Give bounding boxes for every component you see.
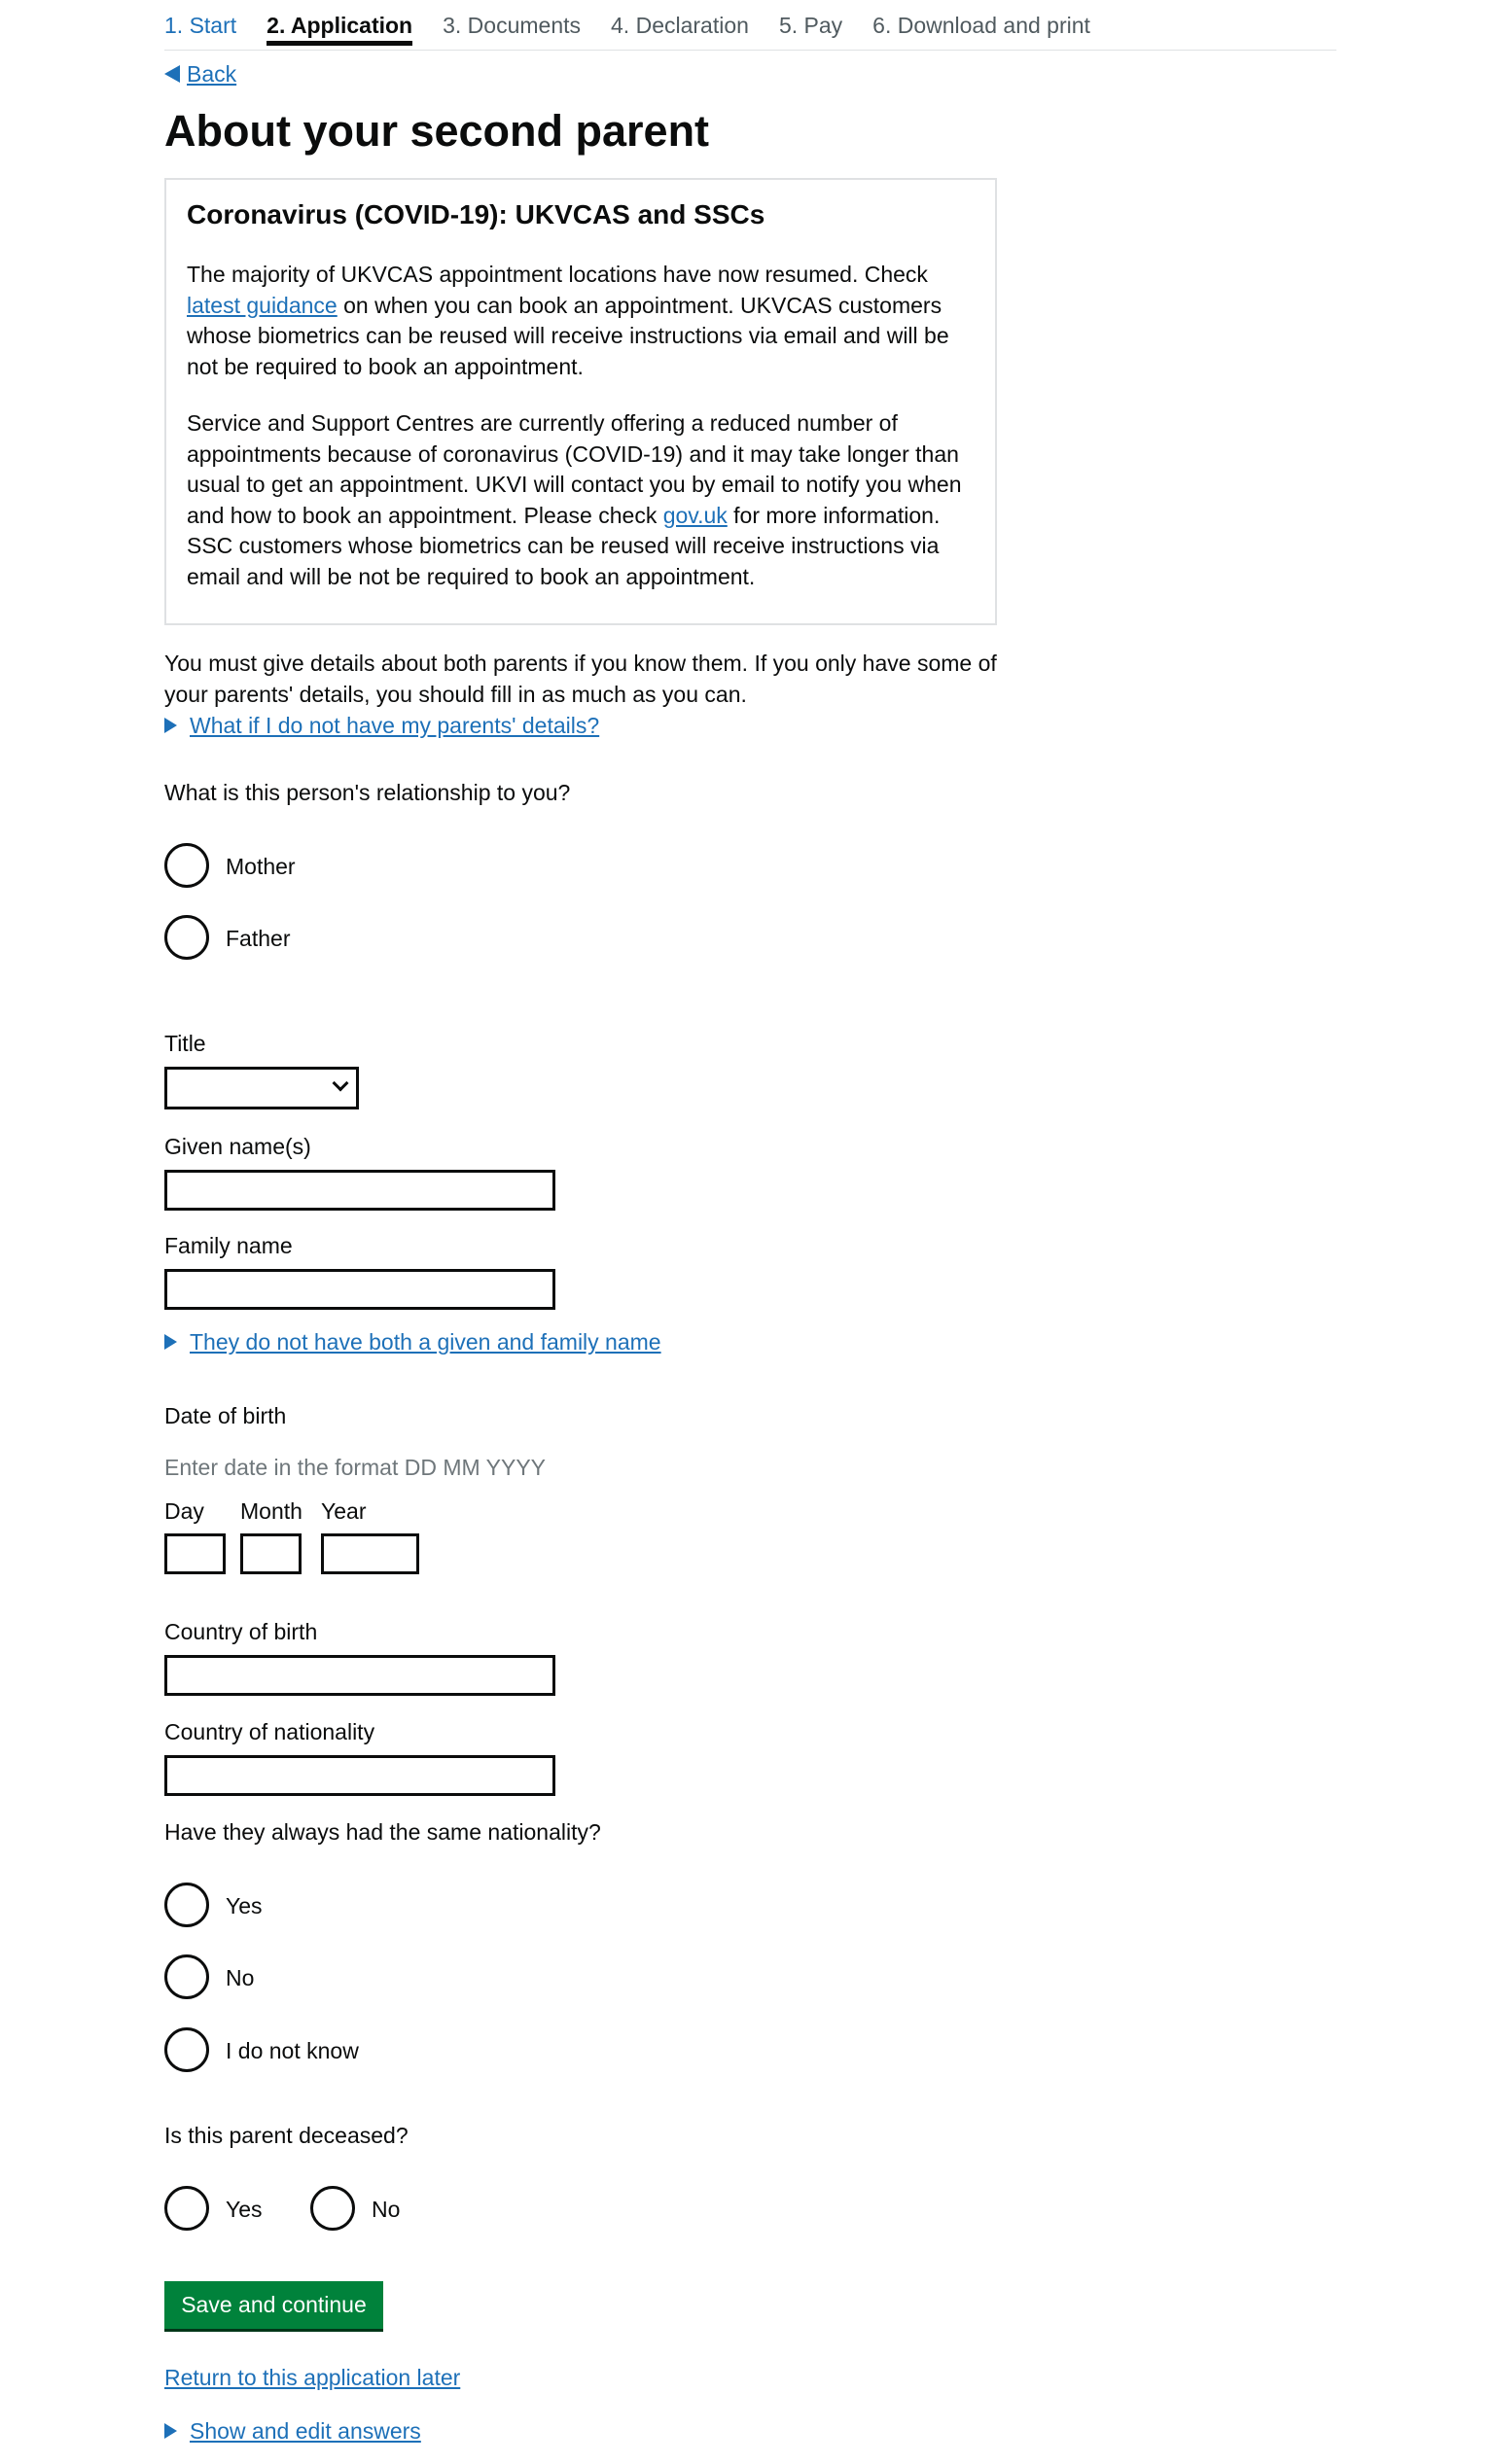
radio-father-label[interactable]: Father	[226, 926, 291, 951]
notice-paragraph-2	[187, 408, 977, 592]
dob-day-input[interactable]	[164, 1533, 226, 1574]
dob-hint: Enter date in the format DD MM YYYY	[164, 1455, 547, 1480]
dob-month-input[interactable]	[240, 1533, 302, 1574]
disclosure-triangle-icon	[164, 1334, 177, 1350]
dob-month-label: Month	[240, 1498, 302, 1524]
covid-notice-panel	[164, 178, 997, 625]
step-download-print: 6. Download and print	[872, 13, 1090, 38]
back-link[interactable]	[164, 59, 236, 88]
return-later-container	[164, 2363, 460, 2394]
latest-guidance-link[interactable]: latest guidance	[187, 292, 338, 318]
country-nationality-label: Country of nationality	[164, 1719, 375, 1744]
disclosure-triangle-icon	[164, 2423, 177, 2439]
radio-deceased-no[interactable]	[310, 2186, 355, 2231]
radio-father[interactable]	[164, 915, 209, 960]
radio-same-nationality-yes-label[interactable]: Yes	[226, 1893, 263, 1918]
country-nationality-input[interactable]	[164, 1755, 555, 1796]
family-name-label: Family name	[164, 1233, 293, 1258]
radio-same-nationality-yes[interactable]	[164, 1883, 209, 1927]
country-birth-label: Country of birth	[164, 1619, 318, 1644]
notice-p1-text-start: The majority of UKVCAS appointment locations have now resumed. Check	[187, 262, 928, 287]
given-names-label: Given name(s)	[164, 1134, 311, 1159]
step-pay: 5. Pay	[778, 13, 843, 38]
dob-label: Date of birth	[164, 1403, 287, 1428]
same-nationality-question: Have they always had the same nationality?	[164, 1819, 601, 1845]
return-later-link[interactable]: Return to this application later	[164, 2365, 461, 2390]
country-birth-input[interactable]	[164, 1655, 555, 1696]
title-label: Title	[164, 1031, 206, 1056]
disclosure-triangle-icon	[164, 718, 177, 733]
relationship-question: What is this person's relationship to you?	[164, 780, 571, 805]
page-title: About your second parent	[164, 106, 710, 156]
notice-paragraph-1	[187, 260, 977, 382]
intro-text: You must give details about both parents if you know them. If you only have some of your parents' details, you should fill in as much as you can.	[164, 651, 997, 707]
step-documents: 3. Documents	[443, 13, 582, 38]
notice-p2-text-start: Service and Support Centres are currently offering a reduced number of appointments because of coronavirus (COVID-19) and it may take longer than usual to get an appointment. UKVI will contact you by email to notify you when and how to book an appointment. Please check	[187, 410, 962, 528]
dob-day-label: Day	[164, 1498, 204, 1524]
radio-same-nationality-no-label[interactable]: No	[226, 1965, 255, 1990]
save-and-continue-button[interactable]: Save and continue	[164, 2281, 383, 2329]
names-details-toggle[interactable]	[164, 1327, 661, 1358]
step-nav-divider	[164, 50, 1336, 51]
radio-mother-label[interactable]: Mother	[226, 854, 296, 879]
radio-deceased-no-label[interactable]: No	[372, 2197, 401, 2222]
names-details-link[interactable]: They do not have both a given and family name	[190, 1329, 661, 1355]
title-select[interactable]	[164, 1067, 359, 1109]
dob-year-label: Year	[321, 1498, 367, 1524]
back-link-label[interactable]: Back	[187, 61, 237, 87]
radio-deceased-yes-label[interactable]: Yes	[226, 2197, 263, 2222]
parents-details-toggle[interactable]	[164, 711, 599, 742]
parents-details-link[interactable]: What if I do not have my parents' details?	[190, 713, 600, 738]
radio-deceased-yes[interactable]	[164, 2186, 209, 2231]
show-answers-toggle[interactable]	[164, 2416, 421, 2447]
step-declaration: 4. Declaration	[611, 13, 749, 38]
radio-same-nationality-unknown[interactable]	[164, 2027, 209, 2072]
show-answers-link[interactable]: Show and edit answers	[190, 2418, 421, 2444]
deceased-question: Is this parent deceased?	[164, 2123, 409, 2148]
step-navigation	[164, 11, 1120, 40]
notice-title: Coronavirus (COVID-19): UKVCAS and SSCs	[187, 199, 765, 229]
notice-p1-text-end: on when you can book an appointment. UKVCAS customers whose biometrics can be reused will receive instructions via email and will be not be required to book an appointment.	[187, 292, 949, 379]
step-start[interactable]: 1. Start	[164, 13, 237, 38]
gov-uk-link[interactable]: gov.uk	[662, 502, 728, 528]
radio-same-nationality-unknown-label[interactable]: I do not know	[226, 2038, 359, 2063]
chevron-down-icon	[333, 1075, 349, 1092]
notice-p2-text-end: for more information. SSC customers whose biometrics can be reused will receive instructions via email and will be not be required to book an appointment.	[187, 502, 941, 589]
dob-year-input[interactable]	[321, 1533, 419, 1574]
step-application: 2. Application	[267, 13, 413, 38]
back-arrow-icon	[164, 65, 180, 83]
radio-same-nationality-no[interactable]	[164, 1954, 209, 1999]
family-name-input[interactable]	[164, 1269, 555, 1310]
radio-mother[interactable]	[164, 843, 209, 888]
given-names-input[interactable]	[164, 1170, 555, 1211]
